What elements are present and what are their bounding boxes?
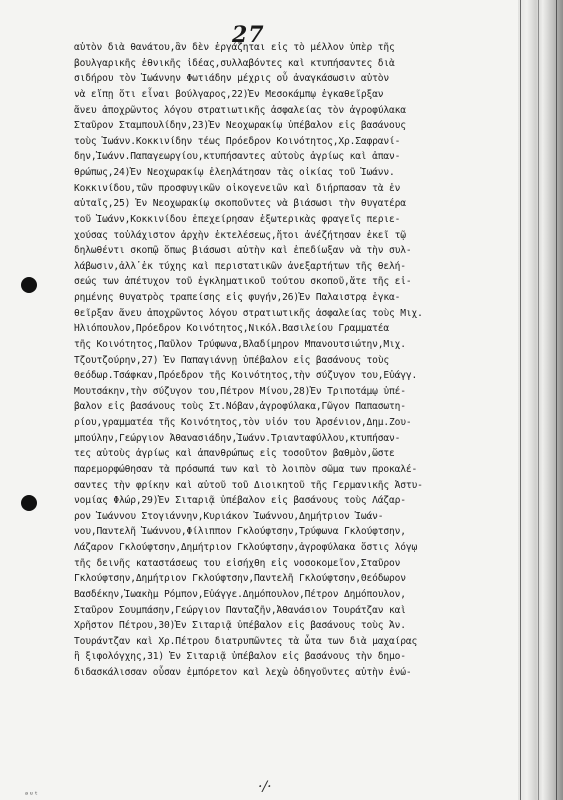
bottom-margin-mark: ᵃᵘᵗ — [24, 790, 39, 799]
text-line: χούσας τοὐλάχιστον ἀρχὴν ἐκτελέσεως,ἤτοι ἀνέζήτησαν ἐκεῖ τῷ — [74, 229, 406, 241]
text-line: λάβωσιν,ἀλλ᾽ἐκ τύχης καὶ περιστατικῶν ἀνεξαρτήτων τῆς θελή- — [74, 260, 406, 272]
text-line: ἄνευ ἀποχρῶντος λόγου στρατιωτικῆς ἀσφαλείας τὸν ἀγροφύλακα — [74, 104, 406, 116]
text-line: παρεμορφώθησαν τὰ πρόσωπά των καὶ τὸ λοιπὸν σῶμα των προκαλέ- — [74, 463, 418, 475]
text-line: αὐτὸν διὰ θανάτου,ἂν δὲν ἐργάζηται εἰς τὸ μέλλον ὑπὲρ τῆς — [74, 42, 395, 53]
text-line: τες αὐτοὺς ἀγρίως καὶ ἀπανθρώπως εἰς τοσοῦτον βαθμὸν,ὥστε — [74, 448, 395, 460]
handwritten-mark: ·/· — [258, 779, 272, 795]
text-line: τῆς δεινῆς καταστάσεως του εἰσήχθη εἰς νοσοκομεῖον,Σταῦρον — [74, 557, 401, 569]
page-number: 27 — [232, 22, 265, 48]
page-edge-line — [556, 0, 557, 800]
text-line: Ἡλιόπουλον,Πρόεδρον Κοινότητος,Νικόλ.Βασιλείου Γραμματέα — [74, 323, 390, 335]
text-line: σιδήρου τὸν Ἰωάννην Φωτιάδην μέχρις οὗ ἀναγκάσωσιν αὐτὸν — [74, 73, 390, 85]
text-line: μπούλην,Γεώργιον Ἀθανασιάδην,Ἰωάνν.Τριανταφύλλου,κτυπήσαν- — [74, 432, 401, 444]
text-line: νομίας Φλώρ,29)Ἐν Σιταριᾷ ὑπέβαλον εἰς βασάνους τοὺς Λάζαρ- — [74, 495, 406, 507]
text-line: Κοκκινίδου,τῶν προσφυγικῶν οἰκογενειῶν καὶ διήρπασαν τὰ ἐν — [74, 182, 401, 194]
text-line: θεῖρξαν ἄνευ ἀποχρῶντος λόγου στρατιωτικῆς ἀσφαλείας τοὺς Μιχ. — [74, 307, 423, 319]
text-line: νὰ εἴπῃ ὅτι εἶναι βούλγαρος,22)Ἐν Μεσοκάμπῳ ἐγκαθεῖρξαν — [74, 88, 384, 100]
text-line: ρον Ἰωάννου Στογιάννην,Κυριάκον Ἰωάννου,Δημήτριον Ἰωάν- — [74, 510, 384, 522]
text-line: Μουτσάκην,τὴν σύζυγον του,Πέτρον Μίνου,28)Ἐν Τριποτάμῳ ὑπέ- — [74, 385, 406, 397]
text-line: βαλον εἰς βασάνους τοὺς Στ.Νόβαν,ἀγροφύλακα,Γῶγον Παπασωτη- — [74, 401, 406, 413]
page-edge-line — [538, 0, 539, 800]
text-line: Λάζαρον Γκλούφτσην,Δημήτριον Γκλούφτσην,ἀγροφύλακα ὅστις λόγῳ — [74, 542, 418, 553]
text-line: Σταῦρον Σουμπάσην,Γεώργιον Πανταζῆν,Ἀθανάσιον Τουράτζαν καὶ — [74, 604, 406, 616]
text-line: σαντες τὴν φρίκην καὶ αὐτοῦ τοῦ Διοικητοῦ τῆς Γερμανικῆς Ἀστυ- — [74, 479, 423, 491]
page-edge-line — [520, 0, 521, 800]
typed-text-block — [74, 40, 519, 681]
text-line: Τουράντζαν καὶ Χρ.Πέτρου διατρυπῶντες τὰ ὦτα των διὰ μαχαίρας — [74, 635, 418, 647]
text-line: διδασκάλισσαν οὖσαν ἐμπόρετον καὶ λεχὼ ὁδηγοῦντες αὐτὴν ἐνώ- — [74, 667, 412, 678]
text-line: Τζουτζούρην,27) Ἐν Παπαγιάννῃ ὑπέβαλον εἰς βασάνους τοὺς — [74, 354, 390, 366]
text-line: Βασδέκην,Ἰωακὴμ Ρόμπον,Εὐάγγε.Δημόπουλον,Πέτρον Δημόπουλον, — [74, 588, 406, 600]
punch-hole — [21, 495, 37, 511]
text-line: θρώπως,24)Ἐν Νεοχωρακίῳ ἐλεηλάτησαν τὰς οἰκίας τοῦ Ἰωάνν. — [74, 167, 395, 178]
text-line: δηλωθέντι σκοπῷ ὅπως βιάσωσι αὐτὴν καὶ ἐπεδίωξαν νὰ τὴν συλ- — [74, 245, 412, 257]
text-line: τοὺς Ἰωάνν.Κοκκινίδην τέως Πρόεδρον Κοινότητος,Χρ.Σαφρανί- — [74, 135, 401, 147]
text-line: τῆς Κοινότητος,Παῦλον Τρύφωνα,Βλαδίμηρον Μπανουτσιώτην,Μιχ. — [74, 338, 406, 350]
text-line: ρημένης θυγατρὸς τραπείσης εἰς φυγήν,26)Ἐν Παλαιστρᾳ ἐγκα- — [74, 292, 401, 303]
text-line: Σταῦρον Σταμπουλίδην,23)Ἐν Νεοχωρακίῳ ὑπέβαλον εἰς βασάνους — [74, 120, 406, 132]
text-line: δην,Ἰωάνν.Παπαγεωργίου,κτυπήσαντες αὐτοὺς ἀγρίως καὶ ἀπαν- — [74, 151, 401, 163]
punch-hole — [21, 277, 37, 293]
text-line: σεώς των ἀπέτυχον τοῦ ἐγκληματικοῦ τούτου σκοποῦ,ἅτε τῆς εἰ- — [74, 276, 412, 288]
text-line: Θεόδωρ.Τσάφκαν,Πρόεδρον τῆς Κοινότητος,τὴν σύζυγον του,Εὐάγγ. — [74, 370, 418, 382]
text-line: Γκλούφτσην,Δημήτριον Γκλούφτσην,Παντελῆ Γκλούφτσην,Θεόδωρον — [74, 573, 406, 585]
text-line: ἢ ξιφολόγχης,31) Ἐν Σιταριᾷ ὑπέβαλον εἰς βασάνους τὴν δημο- — [74, 651, 406, 663]
text-line: ρίου,γραμματέα τῆς Κοινότητος,τὸν υἱόν του Ἀρσένιον,Δημ.Ζου- — [74, 417, 412, 428]
text-line: Χρῆστον Πέτρου,30)Ἐν Σιταριᾷ ὑπέβαλον εἰς βασάνους τοὺς Ἀν. — [74, 620, 406, 632]
text-line: βουλγαρικῆς ἐθνικῆς ἰδέας,συλλαβόντες καὶ κτυπήσαντες διὰ — [74, 57, 395, 69]
text-line: νου,Παντελῆ Ἰωάννου,Φίλιππον Γκλούφτσην,Τρύφωνα Γκλούφτσην, — [74, 526, 406, 538]
text-line: τοῦ Ἰωάνν,Κοκκινίδου ἐπεχείρησαν ἐξωτερικὰς φραγεῖς περιε- — [74, 213, 401, 225]
text-line: αὐταῖς,25) Ἐν Νεοχωρακίῳ σκοποῦντες νὰ βιάσωσι τὴν θυγατέρα — [74, 198, 406, 210]
